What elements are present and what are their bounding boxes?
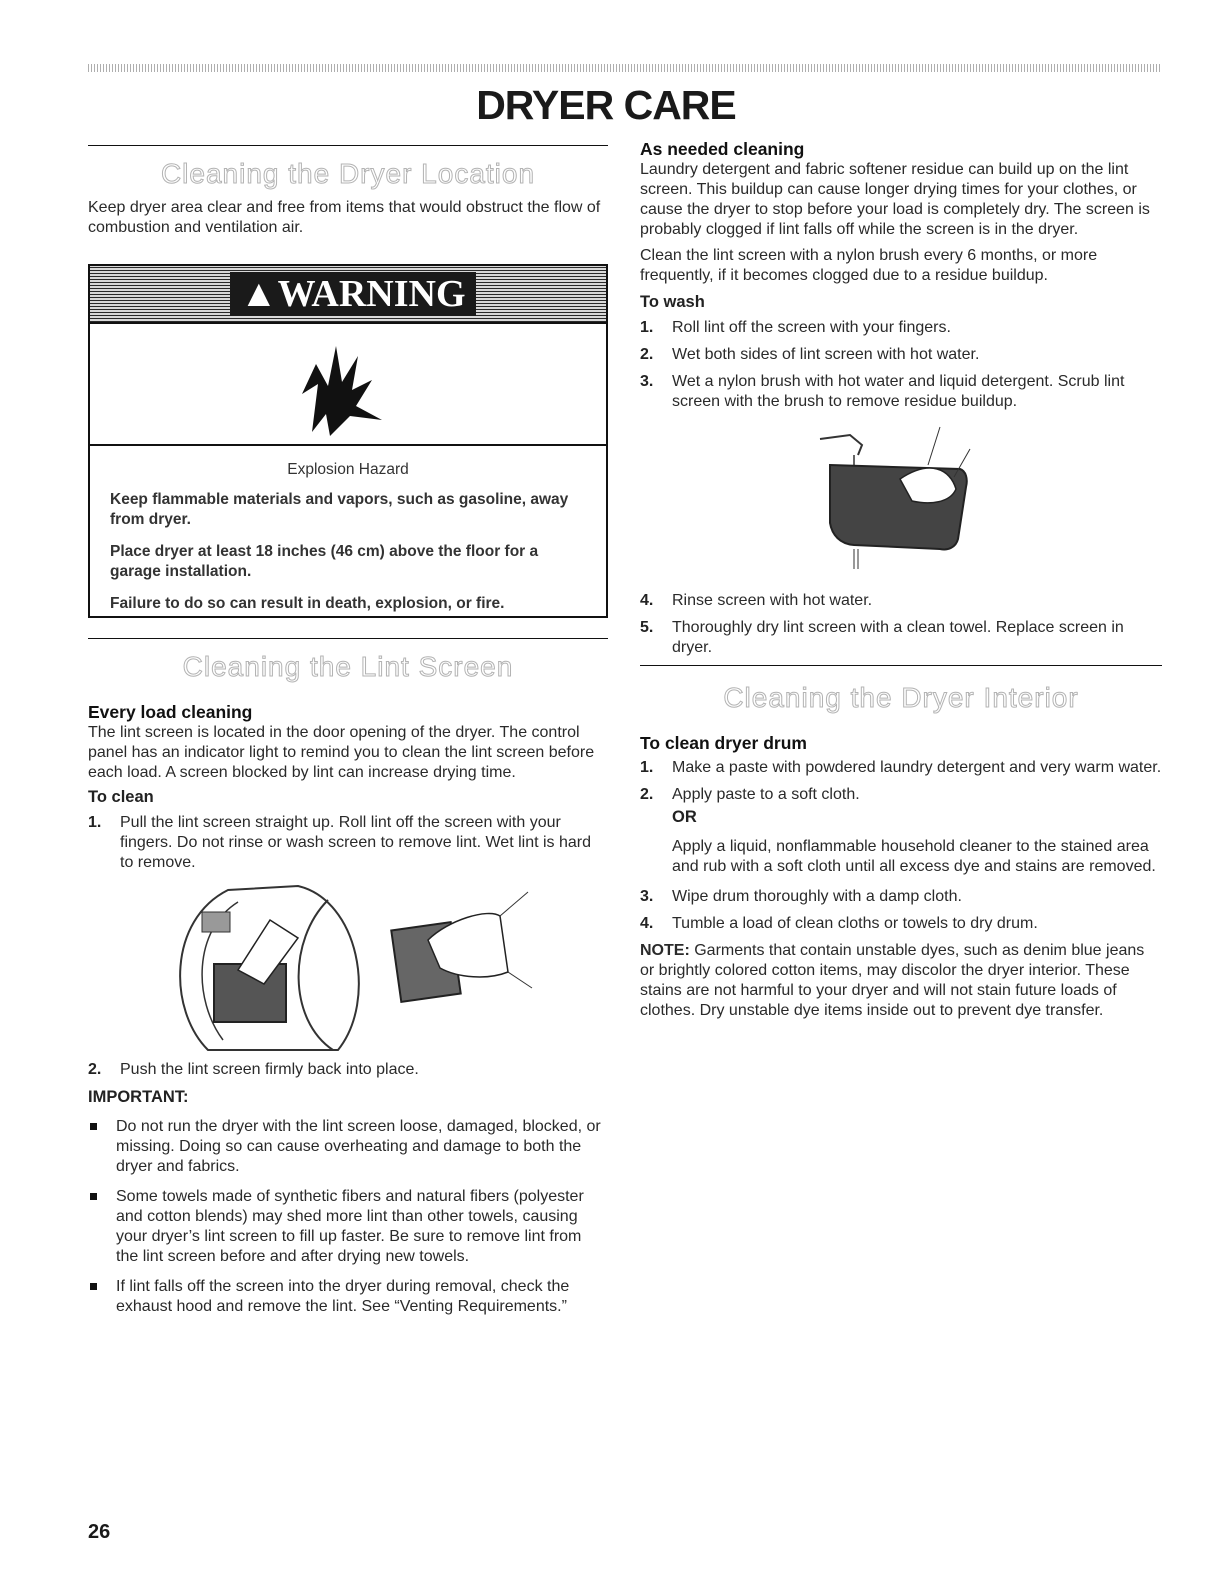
explosion-icon (90, 324, 606, 444)
list-item: 2. Apply paste to a soft cloth. (640, 786, 860, 803)
list-item: 1. Pull the lint screen straight up. Roll lint off the screen with your fingers. Do not rinse or wash screen to remove lint. Wet lint is hard to remove. (88, 814, 592, 871)
section-heading-dryer-interior: Cleaning the Dryer Interior (723, 682, 1079, 713)
warning-header (90, 266, 606, 324)
to-wash-heading: To wash (640, 293, 705, 311)
every-load-text: The lint screen is located in the door opening of the dryer. The control panel has an indicator light to remind you to clean the lint screen before each load. A screen blocked by lint can increase drying time. (88, 724, 595, 781)
important-heading: IMPORTANT: (88, 1088, 189, 1106)
drum-steps (640, 758, 1162, 805)
page-number: 26 (88, 1521, 111, 1543)
warning-triangle-icon: ▲ (240, 273, 278, 315)
top-decorative-bar (88, 64, 1162, 72)
list-item: 2. Push the lint screen firmly back into place. (88, 1061, 419, 1078)
drum-steps-continued (640, 887, 1162, 934)
section-divider (640, 665, 1162, 666)
right-column (640, 138, 1162, 1021)
list-item: 1. Make a paste with powdered laundry detergent and very warm water. (640, 759, 1162, 776)
to-clean-steps-continued (88, 1060, 608, 1080)
brush-illustration (640, 419, 1162, 589)
list-item: 5. Thoroughly dry lint screen with a clean towel. Replace screen in dryer. (640, 619, 1124, 656)
to-clean-steps (88, 813, 608, 873)
to-clean-heading: To clean (88, 788, 154, 806)
warning-line: Keep flammable materials and vapors, such as gasoline, away from dryer. (110, 491, 569, 528)
page-title: DRYER CARE (476, 82, 736, 128)
lint-screen-illustration (88, 880, 608, 1060)
list-item: If lint falls off the screen into the dryer during removal, check the exhaust hood and remove the lint. See “Venting Requirements.” (88, 1277, 608, 1317)
to-wash-steps (640, 318, 1162, 412)
list-item: 3. Wipe drum thoroughly with a damp cloth. (640, 888, 962, 905)
hazard-title: Explosion Hazard (287, 461, 409, 478)
warning-line: Failure to do so can result in death, explosion, or fire. (110, 595, 505, 612)
drum-heading: To clean dryer drum (640, 733, 807, 753)
section-heading-dryer-location: Cleaning the Dryer Location (160, 158, 536, 189)
warning-box (88, 264, 608, 618)
list-item: 4. Rinse screen with hot water. (640, 592, 873, 609)
alt-instruction: Apply a liquid, nonflammable household cleaner to the stained area and rub with a soft cloth until all excess dye and stains are removed. (672, 838, 1156, 875)
warning-pictogram (90, 324, 606, 446)
list-item: 2. Wet both sides of lint screen with hot water. (640, 346, 980, 363)
warning-line: Place dryer at least 18 inches (46 cm) above the floor for a garage installation. (110, 543, 539, 580)
list-item: 3. Wet a nylon brush with hot water and liquid detergent. Scrub lint screen with the brush to remove residue buildup. (640, 373, 1125, 410)
note-text: NOTE: Garments that contain unstable dyes, such as denim blue jeans or brightly colored cotton items, may discolor the dryer interior. These stains are not harmful to your dryer and will not stain future loads of clothes. Dry unstable dye items inside out to prevent dye transfer. (640, 942, 1145, 1019)
list-item: Do not run the dryer with the lint screen loose, damaged, blocked, or missing. Doing so can cause overheating and damage to both the dryer and fabrics. (88, 1117, 608, 1177)
left-column (88, 138, 608, 1327)
important-bullets (88, 1117, 608, 1317)
warning-label: ▲WARNING (230, 272, 476, 316)
as-needed-heading: As needed cleaning (640, 139, 805, 159)
warning-body (90, 446, 606, 642)
section-divider (88, 145, 608, 146)
list-item: 1. Roll lint off the screen with your fingers. (640, 319, 951, 336)
location-text: Keep dryer area clear and free from items that would obstruct the flow of combustion and ventilation air. (88, 199, 601, 236)
list-item: Some towels made of synthetic fibers and natural fibers (polyester and cotton blends) may shed more lint than other towels, causing your dryer’s lint screen to fill up faster. Be sure to remove lint from the lint screen before and after drying new towels. (88, 1187, 608, 1267)
as-needed-text-2: Clean the lint screen with a nylon brush every 6 months, or more frequently, if it becomes clogged due to a residue buildup. (640, 247, 1098, 284)
or-label: OR (672, 808, 697, 826)
section-heading-lint-screen: Cleaning the Lint Screen (182, 651, 514, 682)
as-needed-text: Laundry detergent and fabric softener residue can build up on the lint screen. This buildup can cause longer drying times for your clothes, or cause the dryer to stop before your load is completely dry. The screen is probably clogged if lint falls off while the screen is in the dryer. (640, 161, 1150, 238)
note-label: NOTE: (640, 942, 690, 959)
every-load-heading: Every load cleaning (88, 702, 253, 722)
list-item: 4. Tumble a load of clean cloths or towels to dry drum. (640, 915, 1038, 932)
to-wash-steps-continued (640, 591, 1162, 658)
